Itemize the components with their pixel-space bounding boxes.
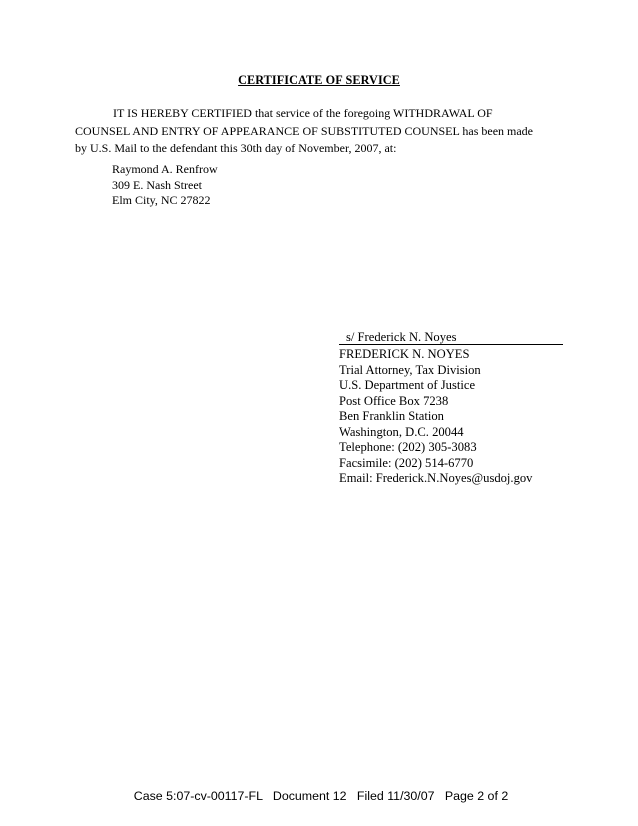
signer-email: Email: Frederick.N.Noyes@usdoj.gov (339, 471, 533, 485)
recipient-city: Elm City, NC 27822 (112, 193, 211, 207)
signer-po-box: Post Office Box 7238 (339, 393, 449, 408)
case-footer: Case 5:07-cv-00117-FL Document 12 Filed 11/30/07 Page 2 of 2 (133, 789, 509, 803)
signer-name: FREDERICK N. NOYES (339, 347, 470, 361)
signer-department: U.S. Department of Justice (339, 378, 476, 392)
paragraph-line: COUNSEL AND ENTRY OF APPEARANCE OF SUBSTITUTED COUNSEL has been made (75, 123, 534, 138)
certification-paragraph (75, 105, 565, 158)
signature-line: s/ Frederick N. Noyes (339, 330, 563, 345)
paragraph-line: by U.S. Mail to the defendant this 30th day of November, 2007, at: (75, 141, 397, 155)
signer-facsimile: Facsimile: (202) 514-6770 (339, 455, 474, 470)
signature-block (339, 330, 569, 487)
recipient-name: Raymond A. Renfrow (112, 162, 218, 176)
signer-telephone: Telephone: (202) 305-3083 (339, 440, 477, 454)
recipient-address (112, 162, 218, 209)
paragraph-line: IT IS HEREBY CERTIFIED that service of the foregoing WITHDRAWAL OF (113, 106, 493, 120)
signer-title: Trial Attorney, Tax Division (339, 362, 481, 377)
signer-city: Washington, D.C. 20044 (339, 424, 464, 439)
page-title: CERTIFICATE OF SERVICE (238, 73, 400, 87)
recipient-street: 309 E. Nash Street (112, 177, 202, 192)
signer-station: Ben Franklin Station (339, 409, 444, 423)
